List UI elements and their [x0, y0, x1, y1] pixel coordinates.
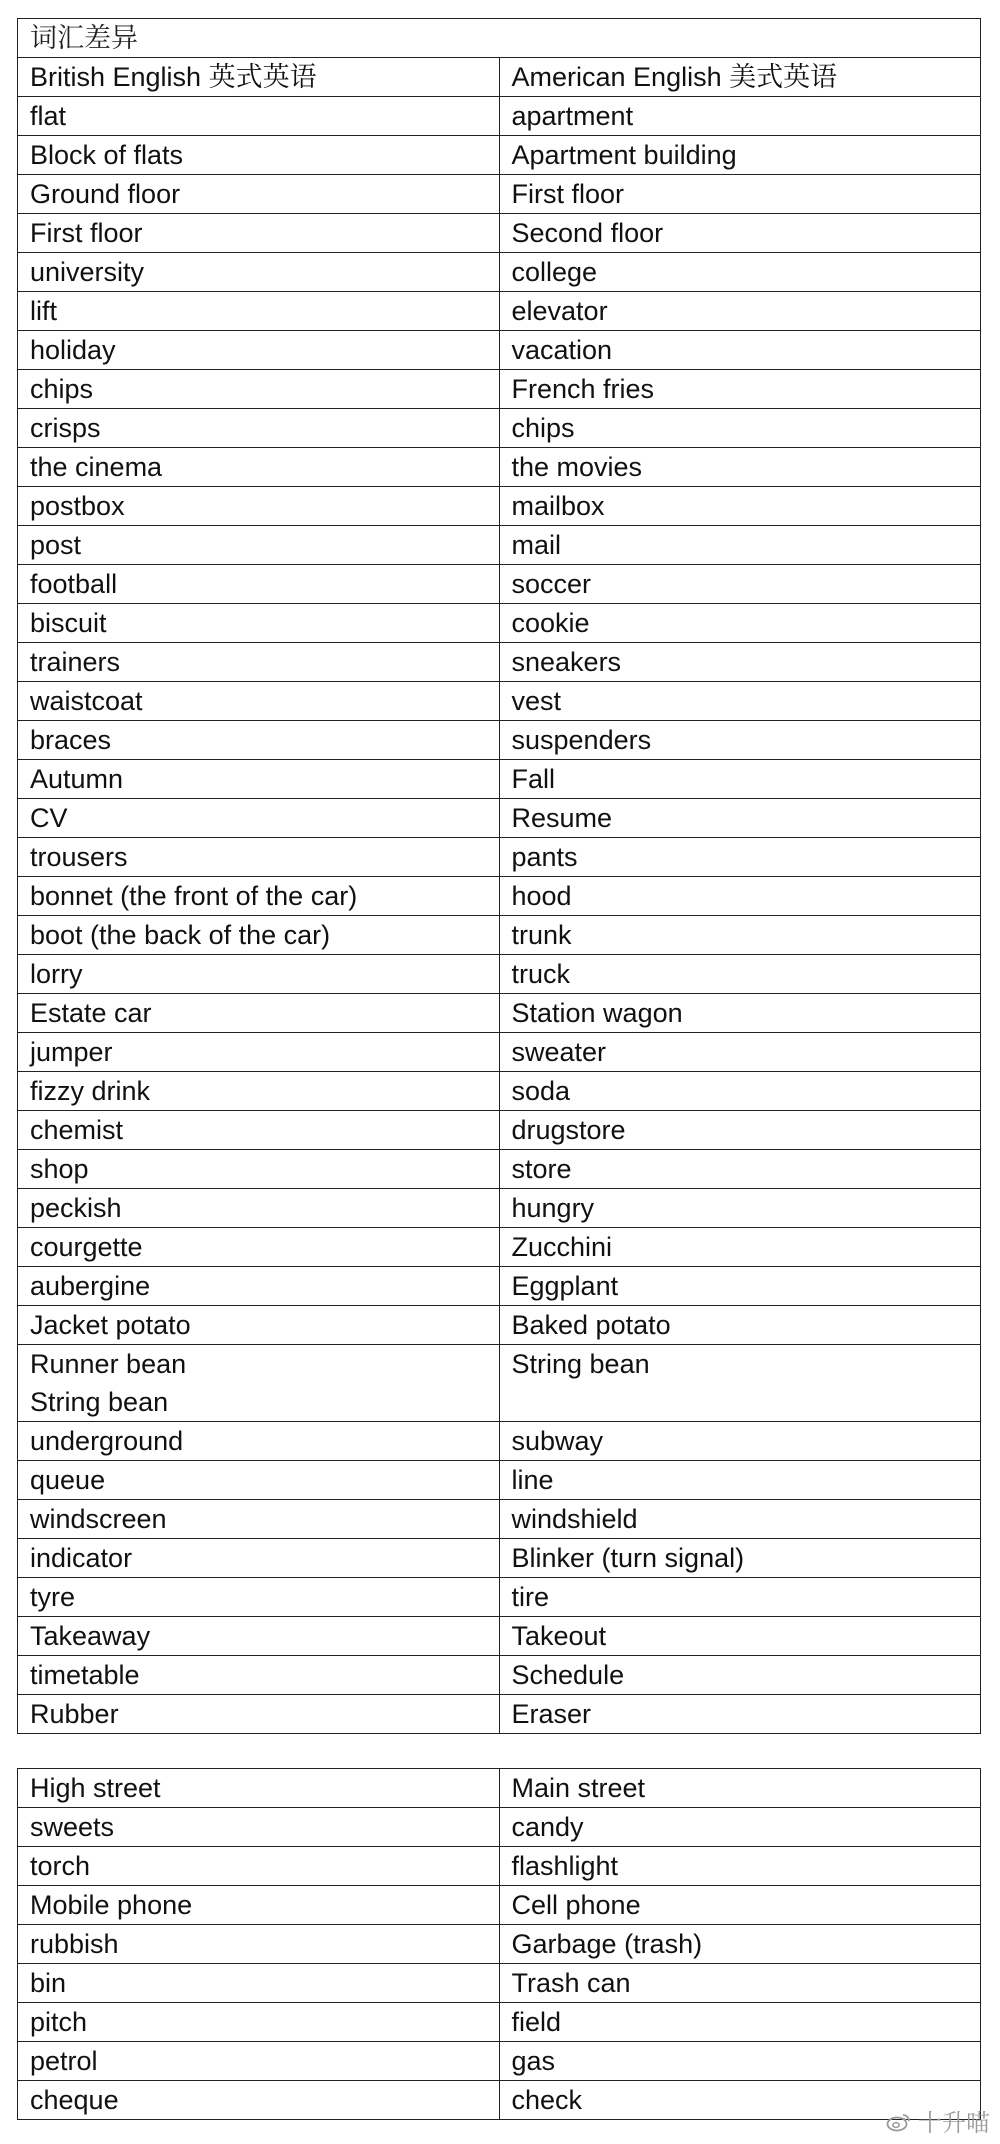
- cell-british: rubbish: [18, 1925, 500, 1964]
- table-row: [18, 214, 981, 253]
- cell-american: subway: [499, 1422, 981, 1461]
- cell-british: Autumn: [18, 760, 500, 799]
- table-title-row: [18, 19, 981, 58]
- cell-american: Schedule: [499, 1656, 981, 1695]
- cell-american: Cell phone: [499, 1886, 981, 1925]
- cell-american: flashlight: [499, 1847, 981, 1886]
- vocabulary-table: [17, 18, 981, 1734]
- table-row: [18, 448, 981, 487]
- cell-british: First floor: [18, 214, 500, 253]
- cell-american: Eraser: [499, 1695, 981, 1734]
- table-row: [18, 409, 981, 448]
- cell-american: trunk: [499, 916, 981, 955]
- cell-american: Second floor: [499, 214, 981, 253]
- cell-american: truck: [499, 955, 981, 994]
- cell-british: Takeaway: [18, 1617, 500, 1656]
- cell-british: waistcoat: [18, 682, 500, 721]
- cell-british: torch: [18, 1847, 500, 1886]
- cell-british: chips: [18, 370, 500, 409]
- table-row: [18, 136, 981, 175]
- cell-american: Baked potato: [499, 1306, 981, 1345]
- table-title: 词汇差异: [18, 19, 981, 58]
- cell-british: tyre: [18, 1578, 500, 1617]
- cell-american: college: [499, 253, 981, 292]
- cell-british: flat: [18, 97, 500, 136]
- table-row: [18, 253, 981, 292]
- cell-american: hungry: [499, 1189, 981, 1228]
- cell-american: Main street: [499, 1769, 981, 1808]
- watermark: [886, 2103, 990, 2138]
- cell-british: bin: [18, 1964, 500, 2003]
- cell-american: mail: [499, 526, 981, 565]
- table-row: [18, 1617, 981, 1656]
- table-row: [18, 1695, 981, 1734]
- table-row: [18, 1578, 981, 1617]
- table-row: [18, 604, 981, 643]
- cell-american: Station wagon: [499, 994, 981, 1033]
- cell-british: petrol: [18, 2042, 500, 2081]
- cell-american: cookie: [499, 604, 981, 643]
- cell-american: store: [499, 1150, 981, 1189]
- table-row: [18, 487, 981, 526]
- cell-american: chips: [499, 409, 981, 448]
- cell-british: crisps: [18, 409, 500, 448]
- cell-american: apartment: [499, 97, 981, 136]
- table-row: [18, 1345, 981, 1422]
- cell-american: line: [499, 1461, 981, 1500]
- cell-british: the cinema: [18, 448, 500, 487]
- cell-british: lift: [18, 292, 500, 331]
- table-row: [18, 1033, 981, 1072]
- cell-british: indicator: [18, 1539, 500, 1578]
- cell-american: elevator: [499, 292, 981, 331]
- cell-american: the movies: [499, 448, 981, 487]
- cell-british: boot (the back of the car): [18, 916, 500, 955]
- table-row: [18, 565, 981, 604]
- table-header-row: [18, 58, 981, 97]
- table-row: [18, 1656, 981, 1695]
- cell-american: Resume: [499, 799, 981, 838]
- cell-british: trousers: [18, 838, 500, 877]
- table-row: [18, 526, 981, 565]
- table-row: [18, 1461, 981, 1500]
- cell-british: High street: [18, 1769, 500, 1808]
- cell-american: soccer: [499, 565, 981, 604]
- cell-american: Eggplant: [499, 1267, 981, 1306]
- vocabulary-rows-extra: [18, 1769, 981, 2120]
- cell-british: Ground floor: [18, 175, 500, 214]
- table-row: [18, 877, 981, 916]
- cell-british: sweets: [18, 1808, 500, 1847]
- cell-british: Rubber: [18, 1695, 500, 1734]
- cell-british: peckish: [18, 1189, 500, 1228]
- table-row: [18, 2042, 981, 2081]
- cell-british: [18, 1345, 500, 1422]
- cell-british: cheque: [18, 2081, 500, 2120]
- cell-british: post: [18, 526, 500, 565]
- table-row: [18, 1808, 981, 1847]
- table-row: [18, 1422, 981, 1461]
- cell-american: Trash can: [499, 1964, 981, 2003]
- vocabulary-table-extra: [17, 1768, 981, 2120]
- table-row: [18, 1267, 981, 1306]
- cell-american: hood: [499, 877, 981, 916]
- cell-american: Zucchini: [499, 1228, 981, 1267]
- table-row: [18, 1500, 981, 1539]
- cell-american: drugstore: [499, 1111, 981, 1150]
- table-row: [18, 1539, 981, 1578]
- cell-british-line: String bean: [30, 1387, 169, 1417]
- cell-american: gas: [499, 2042, 981, 2081]
- cell-american: tire: [499, 1578, 981, 1617]
- table-row: [18, 292, 981, 331]
- table-row: [18, 2081, 981, 2120]
- cell-american: windshield: [499, 1500, 981, 1539]
- cell-american: sweater: [499, 1033, 981, 1072]
- table-row: [18, 1150, 981, 1189]
- cell-british: trainers: [18, 643, 500, 682]
- cell-american: candy: [499, 1808, 981, 1847]
- cell-british: braces: [18, 721, 500, 760]
- cell-british: holiday: [18, 331, 500, 370]
- vocabulary-rows: [18, 97, 981, 1734]
- table-row: [18, 1964, 981, 2003]
- cell-british: timetable: [18, 1656, 500, 1695]
- cell-american: Blinker (turn signal): [499, 1539, 981, 1578]
- cell-british: fizzy drink: [18, 1072, 500, 1111]
- cell-british: Estate car: [18, 994, 500, 1033]
- cell-american: soda: [499, 1072, 981, 1111]
- table-row: [18, 643, 981, 682]
- cell-british: Jacket potato: [18, 1306, 500, 1345]
- cell-american: pants: [499, 838, 981, 877]
- table-row: [18, 97, 981, 136]
- header-british: British English 英式英语: [18, 58, 500, 97]
- table-row: [18, 370, 981, 409]
- weibo-icon: [886, 2111, 912, 2131]
- table-row: [18, 1886, 981, 1925]
- cell-british-line: Runner bean: [30, 1349, 187, 1379]
- cell-american: check: [499, 2081, 981, 2120]
- table-row: [18, 1111, 981, 1150]
- table-row: [18, 760, 981, 799]
- table-row: [18, 1189, 981, 1228]
- table-row: [18, 2003, 981, 2042]
- cell-british: windscreen: [18, 1500, 500, 1539]
- cell-british: underground: [18, 1422, 500, 1461]
- cell-american: Takeout: [499, 1617, 981, 1656]
- cell-british: shop: [18, 1150, 500, 1189]
- cell-american: Garbage (trash): [499, 1925, 981, 1964]
- cell-british: bonnet (the front of the car): [18, 877, 500, 916]
- table-row: [18, 1228, 981, 1267]
- cell-british: Block of flats: [18, 136, 500, 175]
- cell-british: aubergine: [18, 1267, 500, 1306]
- cell-american: vacation: [499, 331, 981, 370]
- cell-american: String bean: [499, 1345, 981, 1422]
- table-row: [18, 682, 981, 721]
- cell-american: Fall: [499, 760, 981, 799]
- cell-american: field: [499, 2003, 981, 2042]
- table-row: [18, 838, 981, 877]
- table-row: [18, 721, 981, 760]
- cell-british: football: [18, 565, 500, 604]
- cell-british: CV: [18, 799, 500, 838]
- table-row: [18, 799, 981, 838]
- cell-british: queue: [18, 1461, 500, 1500]
- cell-american: mailbox: [499, 487, 981, 526]
- table-row: [18, 955, 981, 994]
- cell-american: First floor: [499, 175, 981, 214]
- cell-american: sneakers: [499, 643, 981, 682]
- table-row: [18, 331, 981, 370]
- cell-british: lorry: [18, 955, 500, 994]
- header-american: American English 美式英语: [499, 58, 981, 97]
- cell-british: jumper: [18, 1033, 500, 1072]
- cell-british: biscuit: [18, 604, 500, 643]
- watermark-text: 十升喵: [918, 2110, 990, 2137]
- cell-british: pitch: [18, 2003, 500, 2042]
- table-row: [18, 1072, 981, 1111]
- cell-american: Apartment building: [499, 136, 981, 175]
- table-row: [18, 1847, 981, 1886]
- cell-british: courgette: [18, 1228, 500, 1267]
- table-row: [18, 1925, 981, 1964]
- cell-british: university: [18, 253, 500, 292]
- cell-american: French fries: [499, 370, 981, 409]
- table-row: [18, 994, 981, 1033]
- table-row: [18, 1306, 981, 1345]
- cell-american: suspenders: [499, 721, 981, 760]
- cell-british: Mobile phone: [18, 1886, 500, 1925]
- table-row: [18, 1769, 981, 1808]
- cell-american: vest: [499, 682, 981, 721]
- table-row: [18, 916, 981, 955]
- table-row: [18, 175, 981, 214]
- cell-british: chemist: [18, 1111, 500, 1150]
- cell-british: postbox: [18, 487, 500, 526]
